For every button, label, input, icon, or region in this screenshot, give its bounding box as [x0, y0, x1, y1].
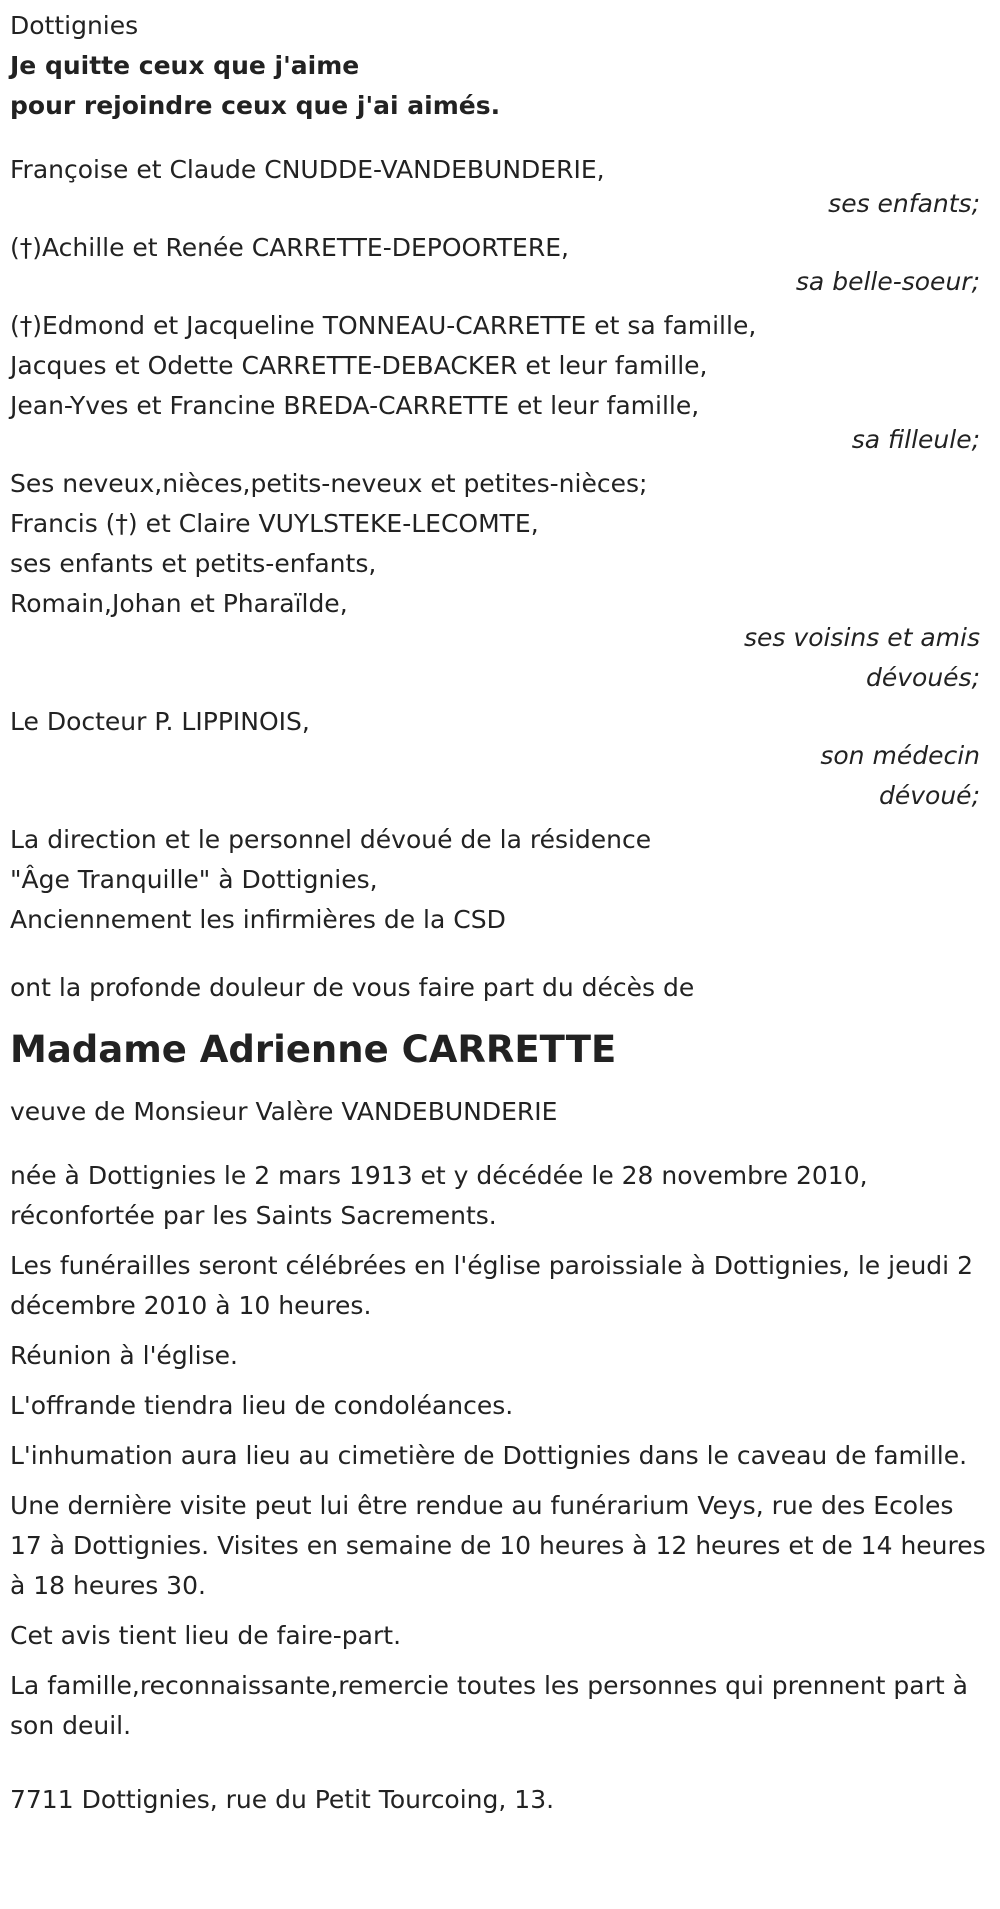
- announcement: ont la profonde douleur de vous faire part du décès de: [10, 973, 695, 1002]
- family-group: [10, 150, 990, 224]
- detail-paragraph: née à Dottignies le 2 mars 1913 et y décédée le 28 novembre 2010, réconfortée par les Saints Sacrements.: [10, 1161, 868, 1230]
- family-group: [10, 702, 990, 816]
- detail-paragraph: L'inhumation aura lieu au cimetière de Dottignies dans le caveau de famille.: [10, 1441, 968, 1470]
- relation-label: dévoués;: [865, 663, 980, 692]
- family-group: [10, 464, 990, 698]
- family-member-line: Francis (†) et Claire VUYLSTEKE-LECOMTE,: [10, 509, 539, 538]
- family-member-line: Jacques et Odette CARRETTE-DEBACKER et leur famille,: [10, 351, 708, 380]
- family-member-line: "Âge Tranquille" à Dottignies,: [10, 865, 378, 894]
- address: 7711 Dottignies, rue du Petit Tourcoing, 13.: [10, 1785, 555, 1814]
- family-member-line: Romain,Johan et Pharaïlde,: [10, 589, 348, 618]
- family-member-line: La direction et le personnel dévoué de la résidence: [10, 825, 652, 854]
- detail-paragraph: Réunion à l'église.: [10, 1341, 238, 1370]
- family-group: [10, 228, 990, 302]
- detail-paragraph: L'offrande tiendra lieu de condoléances.: [10, 1391, 514, 1420]
- family-member-line: Jean-Yves et Francine BREDA-CARRETTE et leur famille,: [10, 391, 700, 420]
- family-member-line: ses enfants et petits-enfants,: [10, 549, 377, 578]
- detail-paragraph: La famille,reconnaissante,remercie toutes les personnes qui prennent part à son deuil.: [10, 1671, 968, 1740]
- relation-label: son médecin: [820, 741, 980, 770]
- family-member-line: Françoise et Claude CNUDDE-VANDEBUNDERIE,: [10, 155, 605, 184]
- relation-label: dévoué;: [879, 781, 980, 810]
- details-paragraphs: [10, 1156, 990, 1746]
- family-member-line: Le Docteur P. LIPPINOIS,: [10, 707, 310, 736]
- family-member-line: Anciennement les infirmières de la CSD: [10, 905, 506, 934]
- motto-line-1: Je quitte ceux que j'aime: [10, 51, 360, 80]
- family-group: [10, 306, 990, 460]
- widow-of: veuve de Monsieur Valère VANDEBUNDERIE: [10, 1097, 558, 1126]
- relation-label: sa filleule;: [851, 425, 980, 454]
- detail-paragraph: Cet avis tient lieu de faire-part.: [10, 1621, 402, 1650]
- family-member-line: Ses neveux,nièces,petits-neveux et petites-nièces;: [10, 469, 648, 498]
- detail-paragraph: Une dernière visite peut lui être rendue au funérarium Veys, rue des Ecoles 17 à Dottignies. Visites en semaine de 10 heures à 12 heures et de 14 heures à 18 heures 30.: [10, 1491, 986, 1600]
- relation-label: ses enfants;: [828, 189, 980, 218]
- family-member-line: (†)Achille et Renée CARRETTE-DEPOORTERE,: [10, 233, 569, 262]
- family-member-line: (†)Edmond et Jacqueline TONNEAU-CARRETTE et sa famille,: [10, 311, 757, 340]
- location-header: Dottignies: [10, 11, 139, 40]
- deceased-name: Madame Adrienne CARRETTE: [10, 1028, 617, 1071]
- family-list: [10, 150, 990, 940]
- relation-label: sa belle-soeur;: [795, 267, 980, 296]
- relation-label: ses voisins et amis: [744, 623, 980, 652]
- detail-paragraph: Les funérailles seront célébrées en l'église paroissiale à Dottignies, le jeudi 2 décembre 2010 à 10 heures.: [10, 1251, 973, 1320]
- family-group: [10, 820, 990, 940]
- motto-line-2: pour rejoindre ceux que j'ai aimés.: [10, 91, 501, 120]
